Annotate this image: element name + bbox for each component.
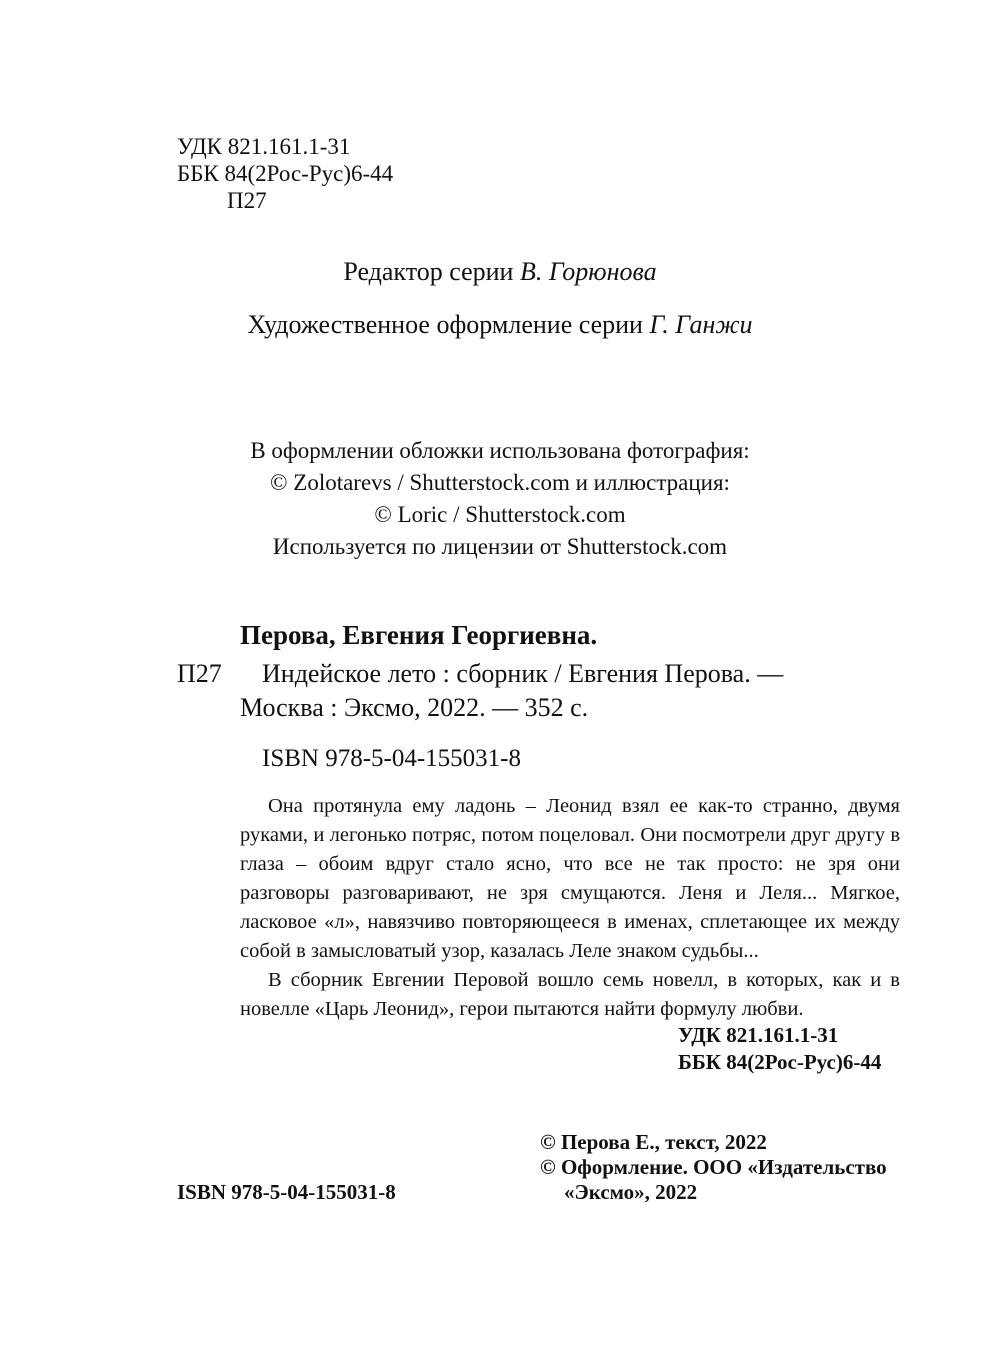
footer-classification	[678, 1022, 881, 1076]
copyright-text: © Перова Е., текст, 2022	[540, 1130, 767, 1154]
bbk-code: ББК 84(2Рос-Рус)6-44	[177, 161, 394, 186]
series-editor-label: Редактор серии	[343, 257, 520, 286]
copyright-design-cont: «Эксмо», 2022	[564, 1180, 698, 1204]
cover-credit-line: Используется по лицензии от Shutterstock.com	[272, 534, 728, 559]
series-editor	[0, 257, 1000, 287]
catalog-author: Перова, Евгения Георгиевна.	[240, 620, 598, 650]
series-art-name: Г. Ганжи	[649, 310, 753, 339]
copyright-block	[540, 1130, 887, 1205]
classification-block	[177, 133, 393, 214]
catalog-isbn: ISBN 978-5-04-155031-8	[262, 745, 522, 772]
cover-credit-line: © Loric / Shutterstock.com	[374, 502, 626, 527]
catalog-title-line: Москва : Эксмо, 2022. — 352 с.	[240, 693, 589, 722]
series-art-label: Художественное оформление серии	[247, 310, 650, 339]
footer-bbk: ББК 84(2Рос-Рус)6-44	[678, 1050, 882, 1074]
footer-isbn: ISBN 978-5-04-155031-8	[177, 1180, 396, 1204]
series-editor-name: В. Горюнова	[519, 257, 657, 286]
catalog-title-line: Индейское лето : сборник / Евгения Перова. —	[262, 659, 784, 688]
series-art-design	[0, 310, 1000, 340]
copyright-design: © Оформление. ООО «Издательство	[540, 1155, 887, 1179]
cover-credit-line: © Zolotarevs / Shutterstock.com и иллюстрация:	[270, 470, 730, 495]
footer-udk: УДК 821.161.1-31	[678, 1023, 839, 1047]
cover-credit-line: В оформлении обложки использована фотография:	[250, 438, 750, 463]
udk-code: УДК 821.161.1-31	[177, 134, 351, 159]
annotation-paragraph: В сборник Евгении Перовой вошло семь новелл, в которых, как и в новелле «Царь Леонид», герои пытаются найти формулу любви.	[240, 969, 900, 1020]
author-mark: П27	[227, 188, 267, 213]
annotation-paragraph: Она протянула ему ладонь – Леонид взял ее как-то странно, двумя руками, и легонько потряс, потом поцеловал. Они посмотрели друг другу в глаза – обоим вдруг стало ясно, что все не так просто: не зря они разговоры разговаривают, не зря смущаются. Леня и Леля... Мягкое, ласковое «л», навязчиво повторяющееся в именах, сплетающее их между собой в замысловатый узор, казалась Леле знаком судьбы...	[240, 795, 900, 962]
annotation	[240, 792, 900, 1024]
cover-credits	[0, 435, 1000, 563]
catalog-code: П27	[177, 659, 222, 688]
